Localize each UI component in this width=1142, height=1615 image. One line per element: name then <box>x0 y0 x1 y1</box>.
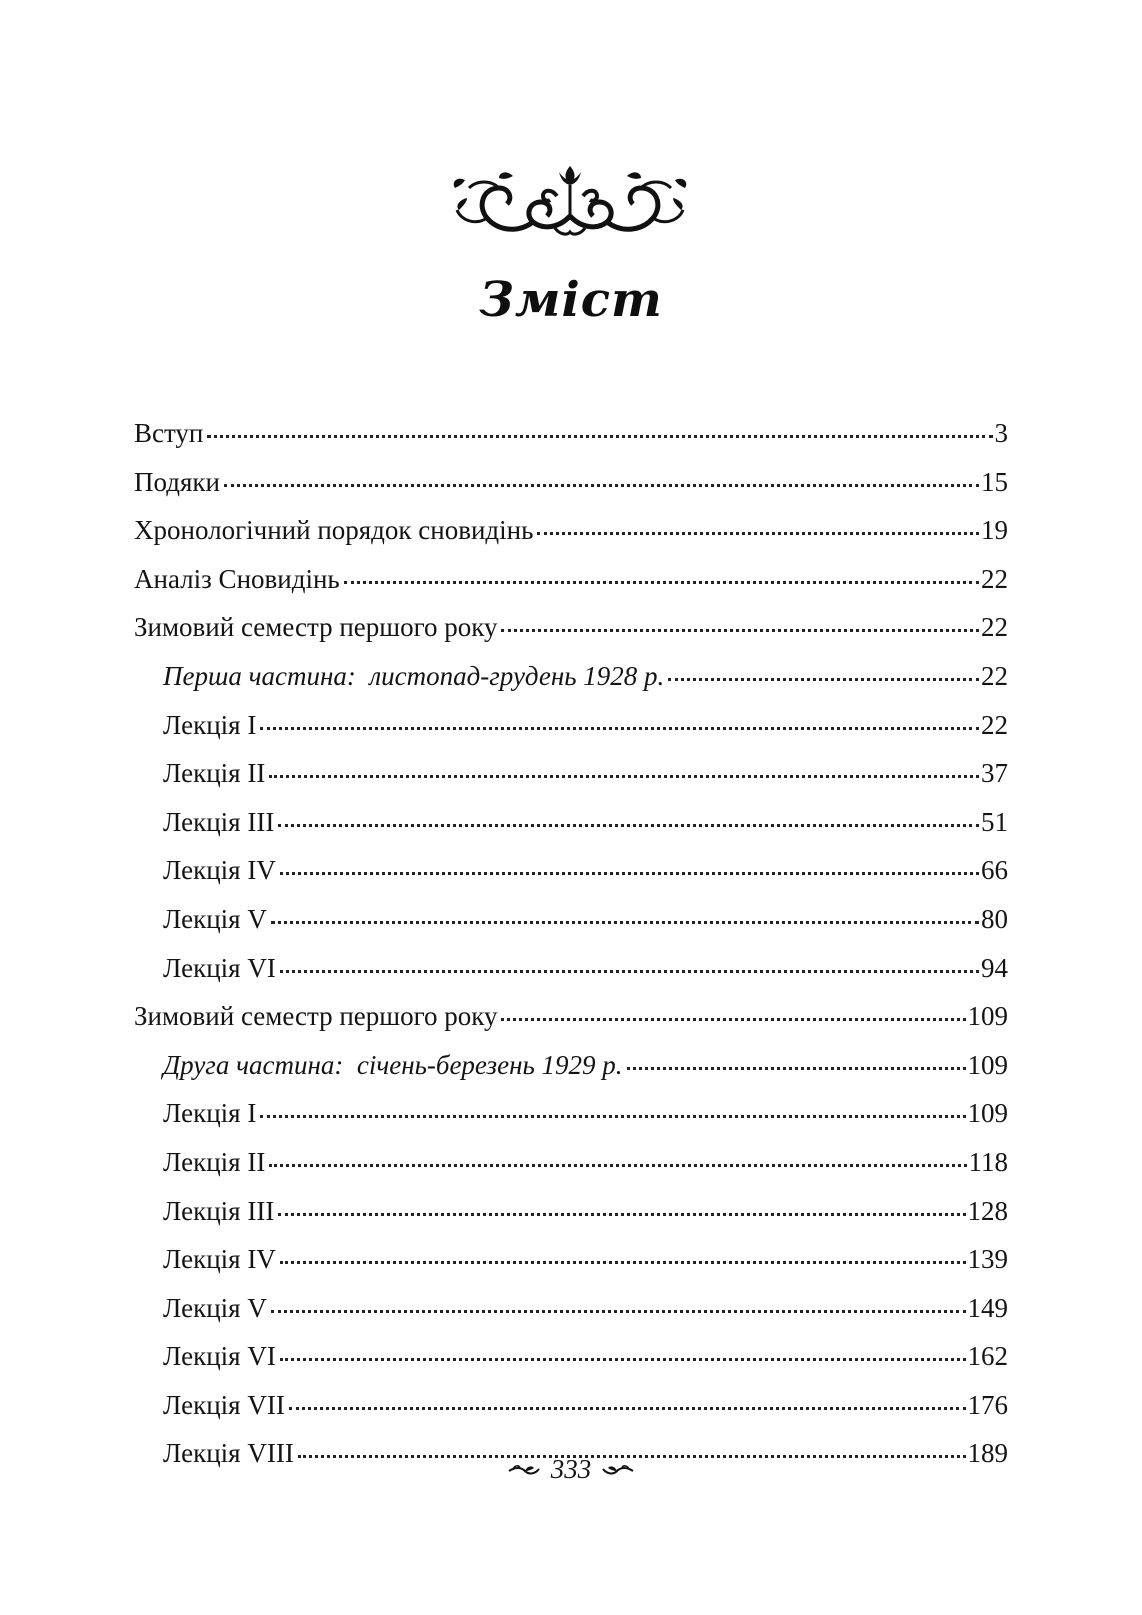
toc-entry <box>134 1244 1008 1293</box>
toc-entry-label: Лекція IV <box>163 1244 276 1275</box>
toc-entry <box>134 1293 1008 1342</box>
toc-entry <box>134 953 1008 1002</box>
toc-entry-page: 94 <box>981 952 1008 983</box>
dot-leader <box>278 820 979 827</box>
table-of-contents <box>134 418 1008 1487</box>
toc-entry <box>134 904 1008 953</box>
toc-entry-page: 162 <box>967 1341 1008 1372</box>
toc-entry-label: Лекція IV <box>163 855 276 886</box>
dot-leader <box>269 771 979 778</box>
toc-entry-page: 22 <box>981 709 1008 740</box>
dot-leader <box>537 528 979 535</box>
toc-entry-label: Лекція VIII <box>163 1438 294 1469</box>
dot-leader <box>280 1354 966 1361</box>
toc-entry-label: Лекція I <box>163 1098 257 1129</box>
toc-entry <box>134 710 1008 759</box>
toc-entry-page: 118 <box>968 1146 1008 1177</box>
toc-entry <box>134 418 1008 467</box>
toc-entry-page: 19 <box>981 515 1008 546</box>
toc-entry-label: Лекція I <box>163 709 257 740</box>
toc-entry <box>134 1050 1008 1099</box>
dot-leader <box>207 431 992 438</box>
toc-entry <box>134 1390 1008 1439</box>
toc-entry-label: Вступ <box>134 418 204 448</box>
toc-entry-page: 176 <box>967 1389 1008 1420</box>
toc-entry-page: 149 <box>967 1292 1008 1323</box>
dot-leader <box>668 674 979 681</box>
toc-entry-page: 66 <box>981 855 1008 886</box>
toc-entry-page: 139 <box>967 1244 1008 1275</box>
dot-leader <box>278 1209 965 1216</box>
toc-entry-label: Лекція V <box>163 903 267 934</box>
page-title: Зміст <box>479 272 663 328</box>
toc-entry <box>134 661 1008 710</box>
toc-entry-label: Перша частина: листопад-грудень 1928 р. <box>163 660 665 691</box>
toc-entry-page: 37 <box>981 758 1008 789</box>
dot-leader <box>344 577 979 584</box>
toc-entry <box>134 515 1008 564</box>
toc-entry <box>134 1341 1008 1390</box>
toc-entry-page: 3 <box>994 418 1008 448</box>
toc-entry-page: 22 <box>981 612 1008 643</box>
toc-entry-label: Аналіз Сновидінь <box>134 563 340 594</box>
toc-entry-page: 109 <box>967 1098 1008 1129</box>
dot-leader <box>627 1063 966 1070</box>
toc-entry-page: 80 <box>981 903 1008 934</box>
toc-entry-label: Лекція III <box>163 806 275 837</box>
floral-ornament-icon <box>447 158 693 244</box>
toc-entry-page: 51 <box>981 806 1008 837</box>
toc-entry-page: 109 <box>967 1049 1008 1080</box>
toc-entry-label: Лекція VII <box>163 1389 285 1420</box>
toc-entry-page: 128 <box>967 1195 1008 1226</box>
dot-leader <box>269 1160 966 1167</box>
toc-entry-page: 15 <box>981 466 1008 497</box>
toc-entry <box>134 612 1008 661</box>
fleuron-right-icon <box>601 1462 635 1478</box>
dot-leader <box>280 966 979 973</box>
page-footer <box>0 1454 1142 1485</box>
toc-entry <box>134 467 1008 516</box>
page-number: 333 <box>550 1454 592 1484</box>
dot-leader <box>289 1403 966 1410</box>
toc-entry-page: 22 <box>981 660 1008 691</box>
toc-entry-label: Лекція VI <box>163 1341 276 1372</box>
dot-leader <box>260 723 979 730</box>
toc-entry-label: Зимовий семестр першого року <box>134 1001 498 1032</box>
toc-entry <box>134 807 1008 856</box>
toc-entry-label: Лекція V <box>163 1292 267 1323</box>
toc-entry <box>134 564 1008 613</box>
toc-entry-label: Подяки <box>134 466 220 497</box>
dot-leader <box>260 1111 965 1118</box>
toc-entry <box>134 1196 1008 1245</box>
toc-entry <box>134 758 1008 807</box>
toc-entry <box>134 1147 1008 1196</box>
toc-entry-page: 109 <box>967 1001 1008 1032</box>
dot-leader <box>271 917 979 924</box>
dot-leader <box>501 625 979 632</box>
dot-leader <box>224 480 979 487</box>
toc-entry-label: Лекція II <box>163 758 266 789</box>
fleuron-left-icon <box>507 1462 541 1478</box>
toc-entry-label: Друга частина: січень-березень 1929 р. <box>163 1049 623 1080</box>
dot-leader <box>280 868 979 875</box>
dot-leader <box>271 1306 966 1313</box>
toc-entry-label: Лекція III <box>163 1195 275 1226</box>
toc-entry-page: 189 <box>967 1438 1008 1469</box>
dot-leader <box>280 1257 966 1264</box>
toc-entry-label: Зимовий семестр першого року <box>134 612 498 643</box>
toc-entry <box>134 855 1008 904</box>
toc-entry <box>134 1098 1008 1147</box>
toc-entry <box>134 1001 1008 1050</box>
toc-entry-label: Лекція VI <box>163 952 276 983</box>
toc-entry-label: Хронологічний порядок сновидінь <box>134 515 534 546</box>
dot-leader <box>501 1014 965 1021</box>
toc-entry-label: Лекція II <box>163 1146 266 1177</box>
toc-entry-page: 22 <box>981 563 1008 594</box>
